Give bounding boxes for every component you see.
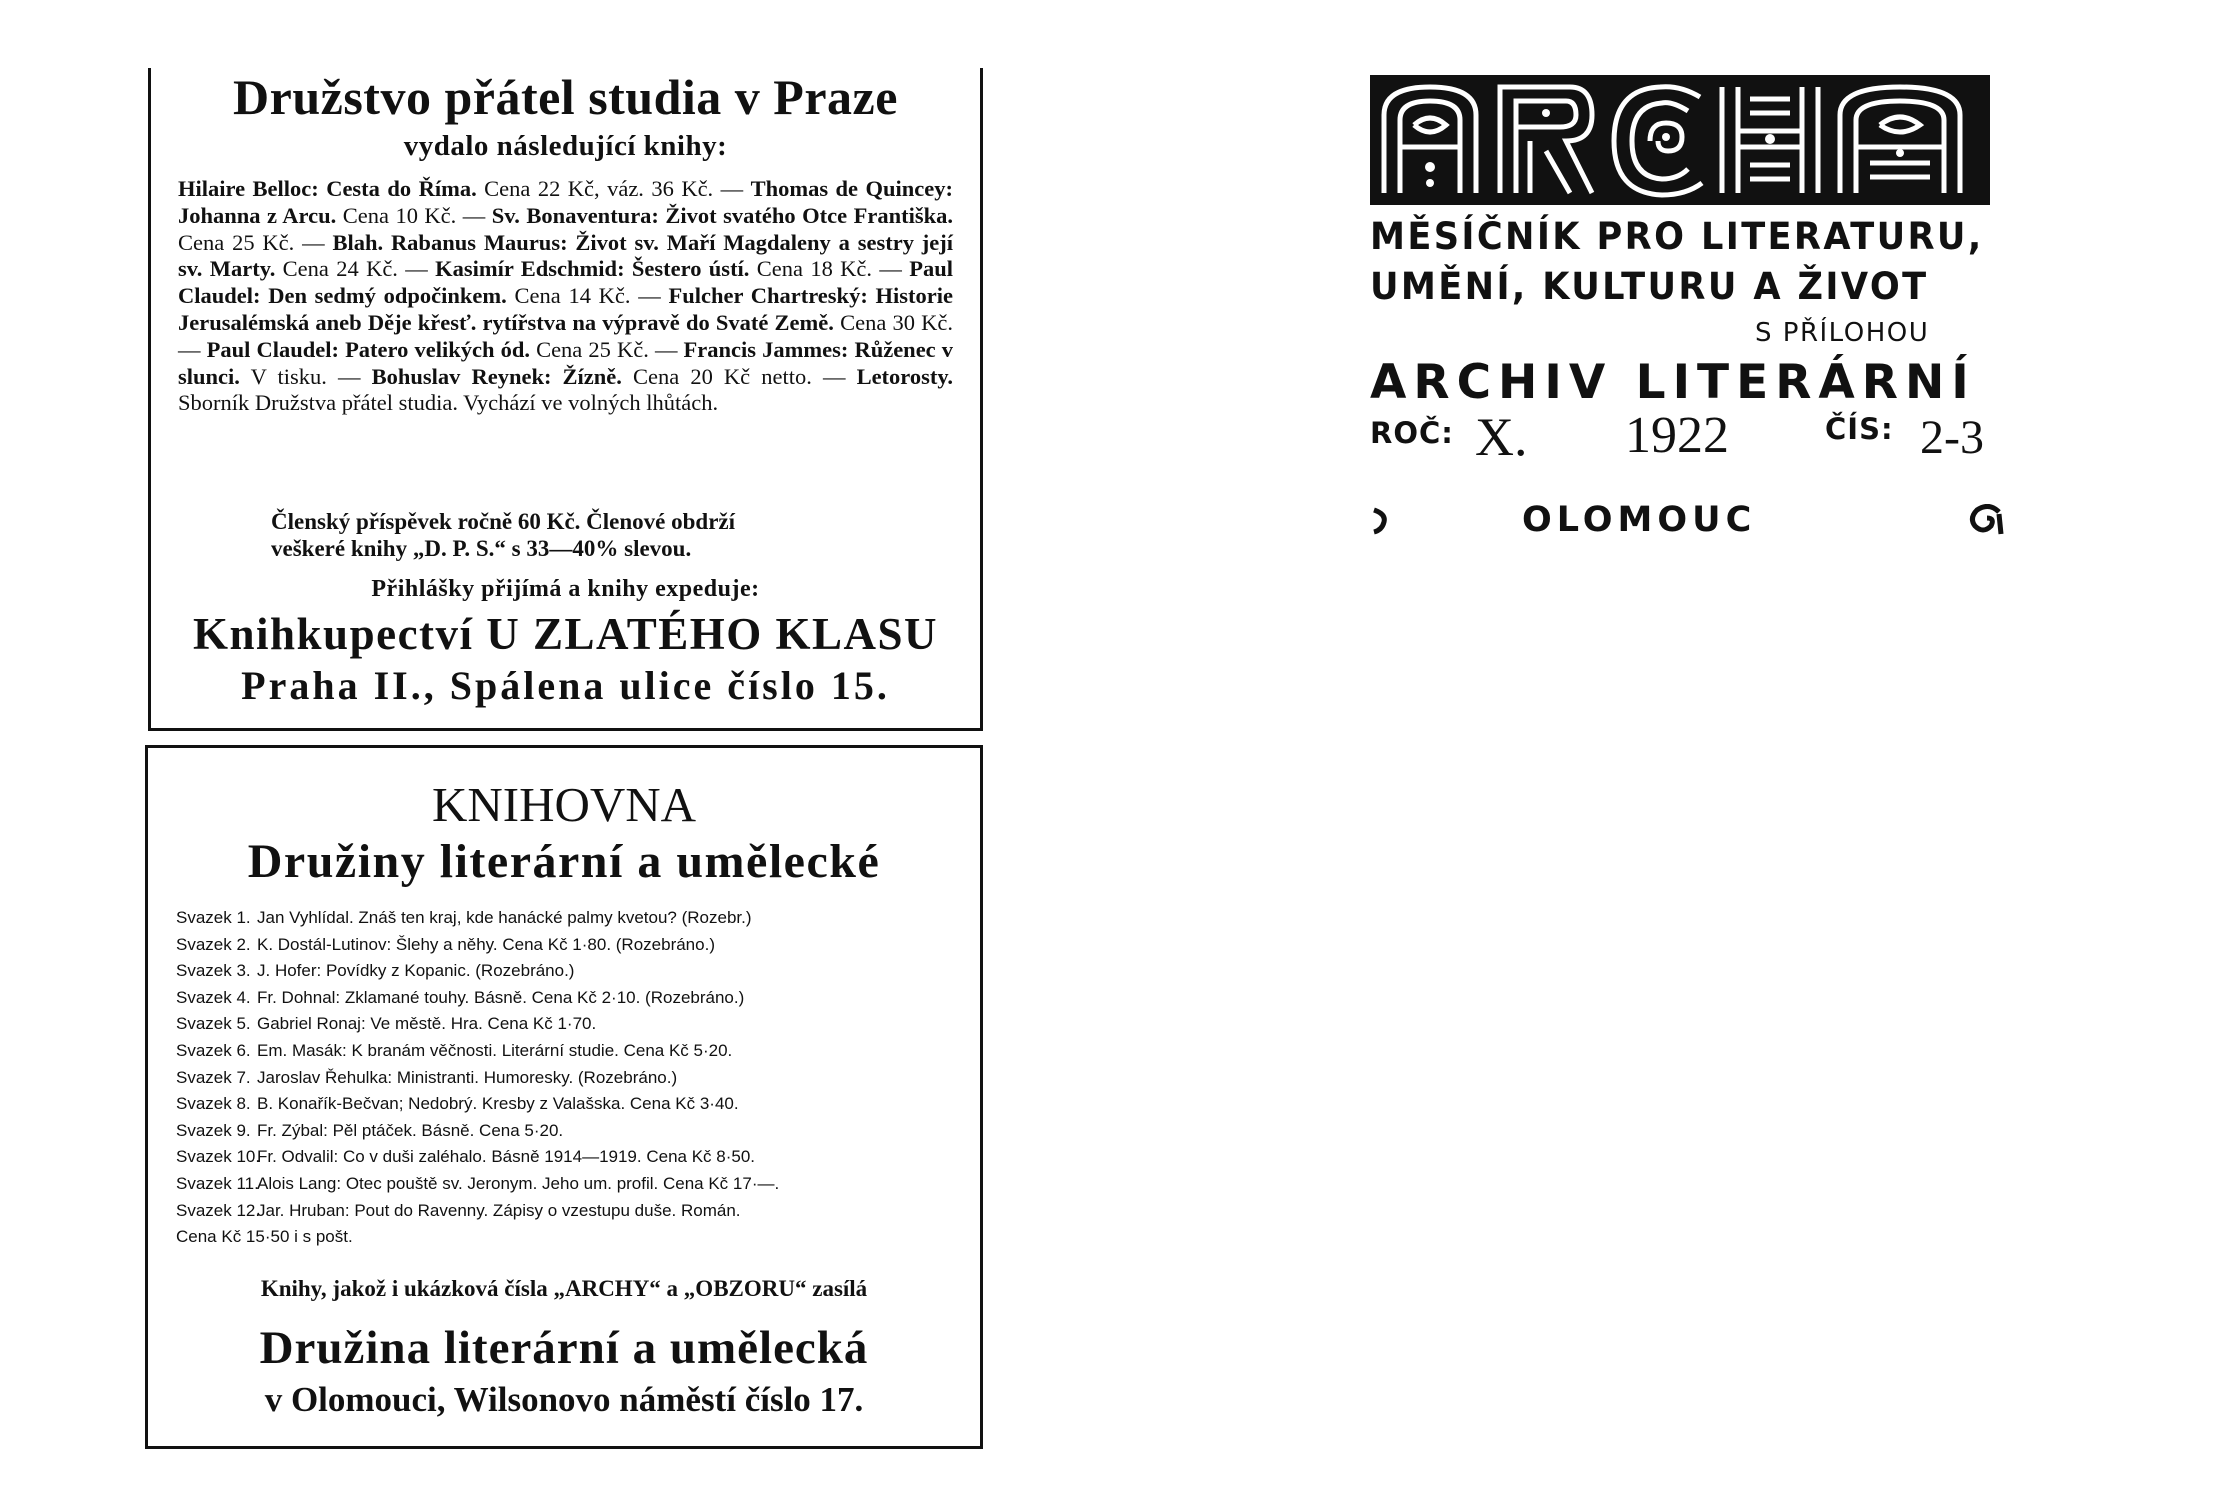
volume-text: Jan Vyhlídal. Znáš ten kraj, kde hanácké palmy kvetou? (Rozebr.) (257, 908, 752, 927)
advertisement-druzstvo (148, 68, 983, 731)
book-price: V tisku. — (239, 363, 372, 389)
book-entry: Paul Claudel: Patero velikých ód. (206, 336, 530, 362)
volume-text: Fr. Zýbal: Pěl ptáček. Básně. Cena 5·20. (257, 1120, 564, 1140)
ad2-subtitle: Družiny literární a umělecké (247, 835, 881, 888)
book-price: Sborník Družstva přátel studia. Vychází ve volných lhůtách. (178, 390, 719, 416)
membership-line-2: veškeré knihy „D. P. S.“ s 33—40% slevou. (271, 536, 692, 561)
left-ornament-icon (1370, 506, 1390, 536)
volume-text: Fr. Dohnal: Zklamané touhy. Básně. Cena Kč 2·10. (Rozebráno.) (257, 987, 745, 1007)
membership-line-1: Členský příspěvek ročně 60 Kč. Členové obdrží (271, 509, 736, 534)
ad1-subtitle: vydalo následující knihy: (403, 130, 728, 162)
book-price: Cena 30 Kč. — (178, 309, 954, 362)
volume-number: X. (1475, 407, 1528, 467)
book-price: Cena 10 Kč. — (336, 202, 492, 228)
advertisement-knihovna (145, 745, 983, 1449)
volume-row (176, 1041, 958, 1068)
book-price: Cena 25 Kč. — (178, 229, 333, 255)
volume-text: Fr. Odvalil: Co v duši zaléhalo. Básně 1914—1919. Cena Kč 8·50. (257, 1147, 756, 1167)
volume-label: Svazek 5. (176, 1014, 251, 1034)
volume-row (176, 1094, 958, 1121)
book-entry: Bohuslav Reynek: Žízně. (371, 363, 622, 389)
issue-number: 2-3 (1920, 411, 1984, 464)
volume-row (176, 1147, 958, 1174)
ad1-membership (271, 508, 735, 562)
volume-text: Em. Masák: K branám věčnosti. Literární studie. Cena Kč 5·20. (257, 1040, 733, 1060)
city-name: OLOMOUC (1522, 500, 1757, 540)
book-entry: Hilaire Belloc: Cesta do Říma. (178, 176, 477, 201)
book-entry: Fulcher Chartreský: Historie Jerusalémská aneb Děje křesť. rytířstva na výpravě do Svaté Země. (178, 283, 953, 335)
volume-row (176, 1068, 958, 1095)
ad2-volume-list (176, 908, 958, 1247)
ad1-shop-address: Praha II., Spálena ulice číslo 15. (241, 663, 890, 708)
volume-row (176, 1014, 958, 1041)
volume-row (176, 1121, 958, 1148)
book-price: Cena 18 Kč. — (749, 256, 910, 282)
ad1-accept-line: Přihlášky přijímá a knihy expeduje: (371, 576, 760, 602)
volume-text-continued: Cena Kč 15·50 i s pošt. (176, 1227, 353, 1247)
volume-row (176, 961, 958, 988)
volume-issue-row (1370, 408, 2010, 468)
volume-label: Svazek 1. (176, 908, 251, 927)
volume-label: Svazek 6. (176, 1040, 251, 1060)
volume-text: K. Dostál-Lutinov: Šlehy a něhy. Cena Kč 1·80. (Rozebráno.) (257, 934, 715, 954)
ad2-send-line: Knihy, jakož i ukázková čísla „ARCHY“ a „OBZORU“ zasílá (260, 1276, 868, 1301)
volume-label: Svazek 7. (176, 1067, 251, 1087)
ad2-publisher: Družina literární a umělecká (259, 1322, 869, 1374)
volume-text: Alois Lang: Otec pouště sv. Jeronym. Jeho um. profil. Cena Kč 17·—. (257, 1173, 780, 1193)
volume-row (176, 908, 958, 935)
volume-label: Svazek 4. (176, 987, 251, 1007)
book-entry: Thomas de Quincey: Johanna z Arcu. (178, 176, 953, 228)
book-entry: Blah. Rabanus Maurus: Život sv. Maří Magdaleny a sestry její sv. Marty. (178, 229, 954, 282)
book-price: Cena 22 Kč, váz. 36 Kč. — (476, 176, 751, 201)
supplement-title: ARCHIV LITERÁRNÍ (1370, 355, 1976, 410)
magazine-subtitle-line-1: MĚSÍČNÍK PRO LITERATURU, (1370, 215, 1984, 258)
archa-logo (1370, 75, 1990, 205)
city-line (1370, 500, 2005, 540)
volume-text: Jar. Hruban: Pout do Ravenny. Zápisy o vzestupu duše. Román. (257, 1200, 741, 1220)
volume-label: Svazek 12. (176, 1200, 261, 1220)
book-price: Cena 14 Kč. — (506, 283, 669, 309)
year: 1922 (1625, 407, 1729, 464)
ad1-shop-name: Knihkupectví U ZLATÉHO KLASU (192, 609, 939, 659)
volume-label: Svazek 2. (176, 934, 251, 954)
book-price: Cena 25 Kč. — (529, 336, 684, 362)
volume-row (176, 1174, 958, 1201)
volume-label: Svazek 9. (176, 1120, 251, 1140)
book-price: Cena 24 Kč. — (275, 256, 436, 282)
volume-label: Svazek 11. (176, 1173, 259, 1193)
book-entry: Sv. Bonaventura: Život svatého Otce Františka. (491, 202, 953, 228)
volume-text: B. Konařík-Bečvan; Nedobrý. Kresby z Valašska. Cena Kč 3·40. (257, 1094, 739, 1114)
book-entry: Paul Claudel: Den sedmý odpočinkem. (178, 256, 953, 309)
volume-row (176, 1201, 958, 1228)
volume-label: Svazek 8. (176, 1094, 251, 1114)
book-entry: Kasimír Edschmid: Šestero ústí. (435, 256, 750, 282)
volume-label: ROČ: (1370, 416, 1454, 450)
issue-label: ČÍS: (1825, 412, 1894, 446)
volume-text: J. Hofer: Povídky z Kopanic. (Rozebráno.) (257, 961, 575, 981)
volume-text: Jaroslav Řehulka: Ministranti. Humoresky. (Rozebráno.) (257, 1067, 678, 1087)
volume-row (176, 935, 958, 962)
book-price: Cena 20 Kč netto. — (621, 363, 857, 389)
book-entry: Letorosty. (856, 363, 954, 389)
volume-label: Svazek 3. (176, 961, 251, 981)
book-entry: Francis Jammes: Růženec v slunci. (178, 336, 954, 389)
supplement-prefix: S PŘÍLOHOU (1755, 318, 1930, 348)
magazine-subtitle-line-2: UMĚNÍ, KULTURU A ŽIVOT (1370, 265, 1929, 308)
ad2-title: KNIHOVNA (431, 777, 697, 832)
ad1-book-catalog (178, 176, 953, 417)
ad2-publisher-address: v Olomouci, Wilsonovo náměstí číslo 17. (264, 1380, 864, 1419)
right-ornament-icon (1969, 504, 2005, 536)
volume-text: Gabriel Ronaj: Ve městě. Hra. Cena Kč 1·70. (257, 1014, 597, 1034)
volume-row (176, 988, 958, 1015)
volume-label: Svazek 10. (176, 1147, 261, 1167)
ad1-title: Družstvo přátel studia v Praze (233, 69, 898, 125)
